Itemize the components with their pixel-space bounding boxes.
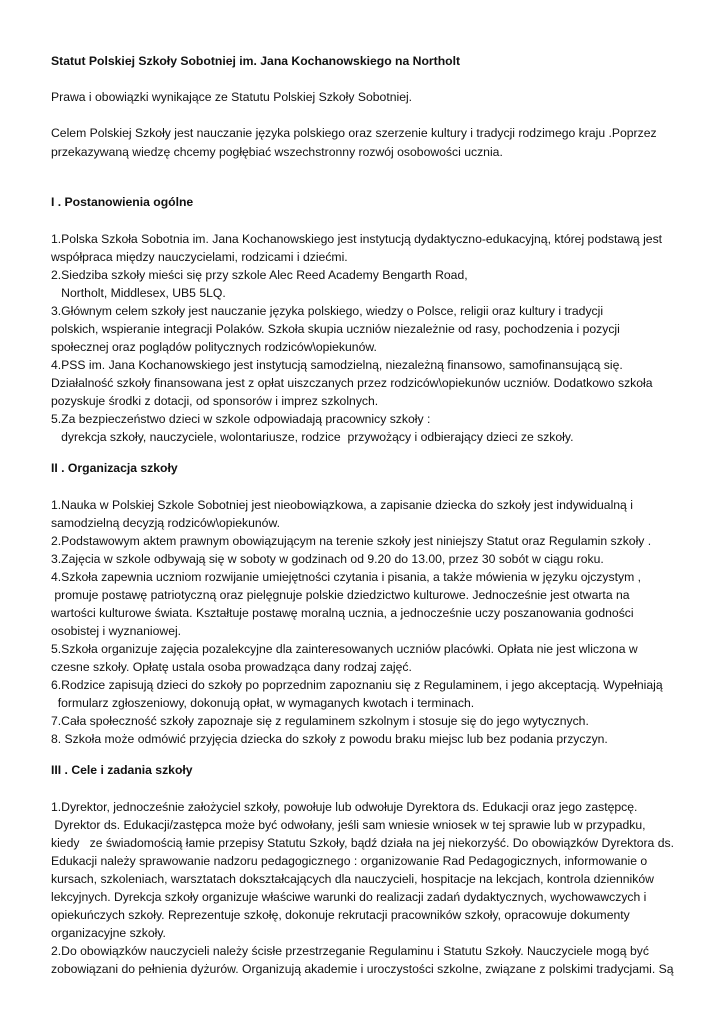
section-3-line: opiekuńczych szkoły. Reprezentuje szkołę, dokonuje rekrutacji pracowników szkoły, opracowuje dokumenty	[51, 908, 630, 922]
section-2-line: promuje postawę patriotyczną oraz pielęgnuje polskie dziedzictwo kulturowe. Jednocześnie jest otwarta na	[51, 588, 630, 602]
section-3-line: lekcyjnych. Dyrekcja szkoły organizuje właściwe warunki do realizacji zadań dydaktycznych, wychowawczych i	[51, 890, 647, 904]
section-1-line: 1.Polska Szkoła Sobotnia im. Jana Kochanowskiego jest instytucją dydaktyczno-edukacyjną, której podstawą jest	[51, 232, 663, 246]
section-1-line: współpraca między nauczycielami, rodzicami i dziećmi.	[51, 250, 348, 264]
intro-paragraph-1: Prawa i obowiązki wynikające ze Statutu Polskiej Szkoły Sobotniej.	[51, 90, 413, 104]
section-1-heading: I . Postanowienia ogólne	[51, 195, 194, 209]
section-3-line: kursach, szkoleniach, warsztatach dokształcających dla nauczycieli, hospitacje na lekcjach, kontrola dzienników	[51, 872, 654, 886]
section-3-line: Dyrektor ds. Edukacji/zastępca może być odwołany, jeśli sam wniesie wniosek w tej sprawie lub w przypadku,	[51, 818, 646, 832]
section-3-line: Edukacji należy sprawowanie nadzoru pedagogicznego : organizowanie Rad Pedagogicznych, informowanie o	[51, 854, 648, 868]
section-2-heading: II . Organizacja szkoły	[51, 461, 178, 475]
section-1-line: 3.Głównym celem szkoły jest nauczanie języka polskiego, wiedzy o Polsce, religii oraz kultury i tradycji	[51, 304, 604, 318]
section-1-line: 4.PSS im. Jana Kochanowskiego jest instytucją samodzielną, niezależną finansowo, samofinansującą się.	[51, 358, 623, 372]
section-1-line: dyrekcja szkoły, nauczyciele, wolontariusze, rodzice przywożący i odbierający dzieci ze szkoły.	[51, 430, 574, 444]
section-3-line: organizacyjne szkoły.	[51, 926, 166, 940]
section-1-line: 5.Za bezpieczeństwo dzieci w szkole odpowiadają pracownicy szkoły :	[51, 412, 431, 426]
section-3-heading: III . Cele i zadania szkoły	[51, 763, 193, 777]
section-3-line: kiedy ze świadomością łamie przepisy Statutu Szkoły, bądź działa na jej niekorzyść. Do obowiązków Dyrektora ds.	[51, 836, 674, 850]
section-2-line: czesne szkoły. Opłatę ustala osoba prowadząca dany rodzaj zajęć.	[51, 660, 412, 674]
section-1-line: polskich, wspieranie integracji Polaków. Szkoła skupia uczniów niezależnie od rasy, pochodzenia i pozycji	[51, 322, 620, 336]
section-2-line: 2.Podstawowym aktem prawnym obowiązującym na terenie szkoły jest niniejszy Statut oraz Regulamin szkoły .	[51, 534, 652, 548]
section-2-line: wartości kulturowe świata. Kształtuje postawę moralną ucznia, a jednocześnie uczy poszanowania godności	[51, 606, 634, 620]
section-1-line: pozyskuje środki z dotacji, od sponsorów i imprez szkolnych.	[51, 394, 379, 408]
section-2-line: formularz zgłoszeniowy, dokonują opłat, w wymaganych kwotach i terminach.	[51, 696, 475, 710]
section-2-line: 7.Cała społeczność szkoły zapoznaje się z regulaminem szkolnym i stosuje się do jego wytycznych.	[51, 714, 589, 728]
intro-line: przekazywaną wiedzę chcemy pogłębiać wszechstronny rozwój osobowości ucznia.	[51, 145, 503, 159]
section-2-line: 8. Szkoła może odmówić przyjęcia dziecka do szkoły z powodu braku miejsc lub bez podania przyczyn.	[51, 732, 608, 746]
section-1-line: Northolt, Middlesex, UB5 5LQ.	[51, 286, 226, 300]
section-2-line: 1.Nauka w Polskiej Szkole Sobotniej jest nieobowiązkowa, a zapisanie dziecka do szkoły jest indywidualną i	[51, 498, 633, 512]
intro-line: Celem Polskiej Szkoły jest nauczanie języka polskiego oraz szerzenie kultury i tradycji rodzimego kraju .Poprzez	[51, 126, 657, 140]
section-1-line: społecznej oraz poglądów politycznych rodziców\opiekunów.	[51, 340, 377, 354]
section-2-line: osobistej i wyznaniowej.	[51, 624, 182, 638]
section-1-line: Działalność szkoły finansowana jest z opłat uiszczanych przez rodziców\opiekunów uczniów. Dodatkowo szkoła	[51, 376, 653, 390]
section-3-line: 1.Dyrektor, jednocześnie założyciel szkoły, powołuje lub odwołuje Dyrektora ds. Edukacji oraz jego zastępcę.	[51, 800, 638, 814]
section-3-line: 2.Do obowiązków nauczycieli należy ścisłe przestrzeganie Regulaminu i Statutu Szkoły. Nauczyciele mogą być	[51, 944, 649, 958]
section-2-line: 4.Szkoła zapewnia uczniom rozwijanie umiejętności czytania i pisania, a także mówienia w języku ojczystym ,	[51, 570, 641, 584]
section-2-line: samodzielną decyzją rodziców\opiekunów.	[51, 516, 280, 530]
section-3-line: zobowiązani do pełnienia dyżurów. Organizują akademie i uroczystości szkolne, związane z polskimi tradycjami. Są	[51, 962, 674, 976]
document-title: Statut Polskiej Szkoły Sobotniej im. Jana Kochanowskiego na Northolt	[51, 54, 461, 68]
section-1-line: 2.Siedziba szkoły mieści się przy szkole Alec Reed Academy Bengarth Road,	[51, 268, 468, 282]
section-2-line: 6.Rodzice zapisują dzieci do szkoły po poprzednim zapoznaniu się z Regulaminem, i jego akceptacją. Wypełniają	[51, 678, 663, 692]
section-2-line: 3.Zajęcia w szkole odbywają się w soboty w godzinach od 9.20 do 13.00, przez 30 sobót w ciągu roku.	[51, 552, 604, 566]
section-2-line: 5.Szkoła organizuje zajęcia pozalekcyjne dla zainteresowanych uczniów placówki. Opłata nie jest wliczona w	[51, 642, 638, 656]
